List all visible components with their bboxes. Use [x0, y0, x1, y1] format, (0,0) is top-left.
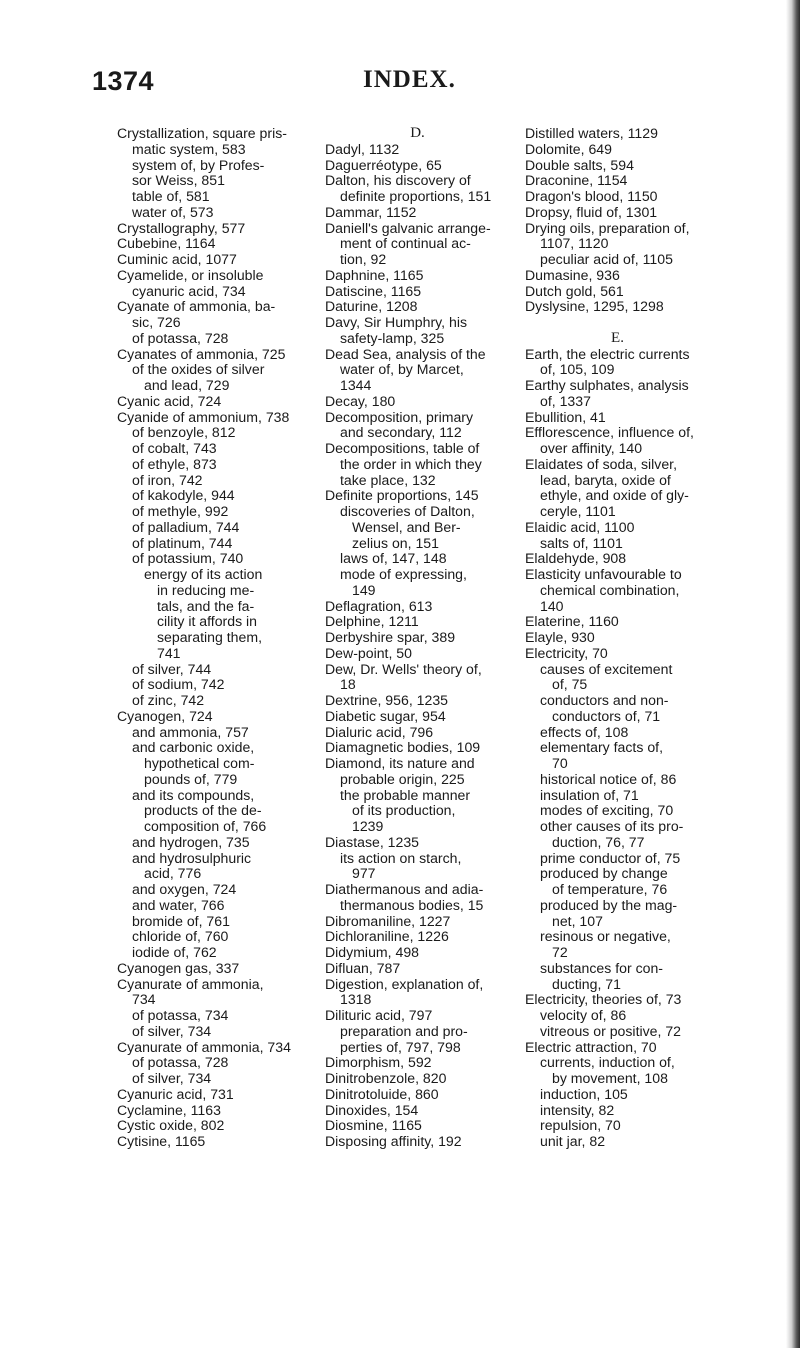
index-subentry: of cobalt, 743: [132, 440, 217, 456]
index-entry: Earthy sulphates, analysis: [525, 377, 689, 393]
index-subentry: by movement, 108: [552, 1070, 668, 1086]
index-subentry: of silver, 734: [132, 1070, 212, 1086]
index-entry: Dadyl, 1132: [325, 140, 400, 157]
index-entry: Dextrine, 956, 1235: [325, 692, 449, 708]
index-entry: Dead Sea, analysis of the: [325, 345, 486, 362]
index-entry: Electric attraction, 70: [525, 1038, 657, 1055]
index-subentry: resinous or negative,: [540, 928, 671, 945]
index-subentry: thermanous bodies, 15: [340, 896, 484, 913]
index-entry: Cytisine, 1165: [117, 1133, 206, 1149]
index-subentry: sor Weiss, 851: [132, 172, 225, 189]
index-subentry: chloride of, 760: [132, 928, 229, 945]
index-subentry: of the oxides of silver: [132, 361, 265, 378]
index-subentry: 70: [552, 755, 568, 771]
blank-line: [525, 315, 710, 331]
index-subentry: and carbonic oxide,: [132, 739, 255, 756]
index-subentry: in reducing me-: [157, 581, 255, 598]
index-subentry: velocity of, 86: [540, 1007, 627, 1023]
index-entry: Diosmine, 1165: [325, 1117, 422, 1134]
index-subentry: table of, 581: [132, 188, 210, 204]
index-subentry: 18: [340, 676, 356, 693]
index-entry: Cyamelide, or insoluble: [117, 266, 264, 283]
index-subentry: take place, 132: [340, 471, 436, 488]
index-entry: Cyanate of ammonia, ba-: [117, 298, 276, 315]
index-subentry: hypothetical com-: [144, 755, 255, 771]
index-subentry: produced by the mag-: [540, 896, 678, 913]
index-entry: Dutch gold, 561: [525, 282, 624, 299]
index-entry: Crystallography, 577: [117, 219, 246, 236]
index-subentry: repulsion, 70: [540, 1117, 621, 1134]
index-entry: Cyanurate of ammonia,: [117, 975, 264, 992]
index-subentry: 977: [352, 865, 376, 882]
index-subentry: products of the de-: [144, 802, 262, 819]
index-subentry: and secondary, 112: [340, 424, 462, 441]
index-entry: Elaterine, 1160: [525, 613, 619, 630]
index-entry: Cyclamine, 1163: [117, 1101, 221, 1118]
index-subentry: laws of, 147, 148: [340, 550, 447, 567]
index-subentry: of potassa, 728: [132, 1054, 229, 1071]
index-entry: Dinitrobenzole, 820: [325, 1070, 447, 1086]
index-subentry: 1239: [352, 818, 384, 834]
index-subentry: of benzoyle, 812: [132, 424, 236, 441]
index-entry: Dialuric acid, 796: [325, 723, 434, 740]
index-subentry: intensity, 82: [540, 1101, 615, 1118]
index-entry: Diamond, its nature and: [325, 755, 475, 771]
index-subentry: other causes of its pro-: [540, 818, 684, 834]
index-entry: Dibromaniline, 1227: [325, 912, 451, 929]
index-subentry: energy of its action: [144, 566, 263, 582]
index-subentry: 734: [132, 991, 156, 1008]
index-entry: Ebullition, 41: [525, 408, 606, 425]
index-subentry: peculiar acid of, 1105: [540, 251, 673, 267]
index-entry: Dalton, his discovery of: [325, 172, 471, 189]
index-subentry: of temperature, 76: [552, 881, 668, 897]
index-subentry: of potassium, 740: [132, 550, 244, 567]
index-subentry: 1344: [340, 377, 372, 393]
index-subentry: acid, 776: [144, 865, 202, 882]
index-entry: Decompositions, table of: [325, 440, 480, 456]
page-edge-shadow: [786, 0, 800, 1348]
index-subentry: substances for con-: [540, 959, 663, 976]
index-entry: Elasticity unfavourable to: [525, 566, 682, 582]
index-subentry: of potassa, 728: [132, 329, 229, 346]
index-entry: Derbyshire spar, 389: [325, 629, 456, 645]
index-entry: Cyanide of ammonium, 738: [117, 408, 290, 425]
index-entry: Cyanates of ammonia, 725: [117, 345, 286, 362]
index-subentry: tals, and the fa-: [157, 597, 255, 614]
index-subentry: definite proportions, 151: [340, 188, 492, 204]
index-subentry: mode of expressing,: [340, 566, 467, 582]
index-entry: Cyanuric acid, 731: [117, 1085, 234, 1102]
index-subentry: pounds of, 779: [144, 770, 238, 787]
index-subentry: chemical combination,: [540, 581, 680, 598]
index-subentry: conductors and non-: [540, 692, 669, 708]
index-subentry: effects of, 108: [540, 723, 629, 740]
index-entry: Dilituric acid, 797: [325, 1007, 433, 1023]
index-subentry: of silver, 734: [132, 1022, 212, 1039]
index-entry: Crystallization, square pris-: [117, 125, 287, 141]
index-subentry: over affinity, 140: [540, 440, 643, 456]
index-entry: Cystic oxide, 802: [117, 1117, 225, 1134]
index-subentry: safety-lamp, 325: [340, 329, 445, 346]
index-subentry: of iron, 742: [132, 471, 203, 488]
index-subentry: composition of, 766: [144, 818, 267, 834]
index-entry: Dew-point, 50: [325, 644, 412, 661]
index-entry: Diamagnetic bodies, 109: [325, 739, 481, 756]
index-entry: Dinoxides, 154: [325, 1101, 419, 1118]
index-subentry: bromide of, 761: [132, 912, 230, 929]
index-subentry: cyanuric acid, 734: [132, 282, 246, 299]
index-subentry: perties of, 797, 798: [340, 1038, 461, 1055]
index-entry: Delphine, 1211: [325, 613, 419, 630]
index-entry: Cyanogen, 724: [117, 707, 213, 724]
index-entry: Draconine, 1154: [525, 172, 628, 189]
page-number: 1374: [92, 66, 155, 96]
index-subentry: probable origin, 225: [340, 770, 465, 787]
index-subentry: 140: [540, 597, 564, 614]
index-entry: Dragon's blood, 1150: [525, 188, 658, 204]
index-subentry: of, 105, 109: [540, 361, 615, 378]
index-entry: Decomposition, primary: [325, 408, 474, 425]
index-entry: Cyanogen gas, 337: [117, 959, 240, 976]
index-subentry: 1107, 1120: [540, 235, 609, 252]
section-letter: D.: [410, 125, 425, 141]
index-column-3: [525, 126, 710, 1150]
index-entry: Double salts, 594: [525, 156, 634, 173]
index-subentry: cility it affords in: [157, 613, 257, 630]
index-subentry: discoveries of Dalton,: [340, 503, 475, 519]
index-entry: Dumasine, 936: [525, 266, 620, 283]
index-subentry: of palladium, 744: [132, 518, 240, 535]
index-subentry: ment of continual ac-: [340, 235, 471, 252]
index-subentry: separating them,: [157, 629, 262, 645]
index-subentry: and hydrogen, 735: [132, 833, 250, 850]
index-subentry: of potassa, 734: [132, 1007, 229, 1023]
index-subentry: of, 75: [552, 676, 588, 693]
index-entry: Daphnine, 1165: [325, 266, 424, 283]
index-subentry: water of, by Marcet,: [340, 361, 464, 378]
index-entry: Elaidates of soda, silver,: [525, 455, 677, 472]
index-subentry: produced by change: [540, 865, 668, 882]
index-subentry: of zinc, 742: [132, 692, 205, 708]
index-entry: Dolomite, 649: [525, 140, 612, 157]
index-entry: Diastase, 1235: [325, 833, 420, 850]
index-subentry: the order in which they: [340, 455, 482, 472]
section-letter: E.: [611, 329, 624, 346]
index-entry: Earth, the electric currents: [525, 345, 690, 362]
index-subentry: of, 1337: [540, 392, 591, 409]
index-subentry: of its production,: [352, 802, 456, 819]
index-subentry: tion, 92: [340, 251, 387, 267]
index-subentry: causes of excitement: [540, 660, 673, 677]
index-entry: Diathermanous and adia-: [325, 881, 484, 897]
index-entry: Digestion, explanation of,: [325, 975, 484, 992]
index-subentry: 1318: [340, 991, 372, 1008]
index-subentry: conductors of, 71: [552, 707, 661, 724]
index-subentry: of kakodyle, 944: [132, 487, 235, 504]
index-subentry: and oxygen, 724: [132, 881, 237, 897]
index-subentry: and ammonia, 757: [132, 723, 249, 740]
index-subentry: of platinum, 744: [132, 534, 233, 551]
index-entry: Dichloraniline, 1226: [325, 928, 449, 945]
index-subentry: and water, 766: [132, 896, 225, 913]
index-subentry: ethyle, and oxide of gly-: [540, 487, 689, 504]
index-entry: Daniell's galvanic arrange-: [325, 219, 491, 236]
index-entry: Datiscine, 1165: [325, 282, 422, 299]
index-subentry: of silver, 744: [132, 660, 212, 677]
running-head: INDEX.: [363, 66, 456, 93]
index-subentry: duction, 76, 77: [552, 833, 645, 850]
index-subentry: historical notice of, 86: [540, 770, 677, 787]
index-subentry: its action on starch,: [340, 849, 462, 866]
index-entry: Drying oils, preparation of,: [525, 219, 690, 236]
index-entry: Dammar, 1152: [325, 203, 417, 220]
index-subentry: water of, 573: [132, 203, 214, 220]
index-column-2: [325, 126, 510, 1150]
index-subentry: prime conductor of, 75: [540, 849, 681, 866]
index-entry: Dinitrotoluide, 860: [325, 1085, 439, 1102]
index-entry: Elaldehyde, 908: [525, 550, 627, 567]
index-subentry: sic, 726: [132, 314, 181, 330]
index-entry: Electricity, theories of, 73: [525, 991, 682, 1008]
index-subentry: 72: [552, 944, 568, 960]
index-column-1: [117, 126, 313, 1150]
index-subentry: currents, induction of,: [540, 1054, 675, 1071]
index-entry: Davy, Sir Humphry, his: [325, 314, 468, 330]
index-subentry: and its compounds,: [132, 786, 255, 803]
index-subentry: of ethyle, 873: [132, 455, 217, 472]
index-entry: Daturine, 1208: [325, 298, 418, 315]
index-subentry: matic system, 583: [132, 140, 246, 157]
index-subentry: Wensel, and Ber-: [352, 518, 461, 535]
index-subentry: induction, 105: [540, 1085, 628, 1102]
index-entry: Elayle, 930: [525, 629, 595, 645]
index-entry: Elaidic acid, 1100: [525, 518, 635, 535]
index-entry: Cyanic acid, 724: [117, 392, 222, 409]
index-entry: Diabetic sugar, 954: [325, 707, 446, 724]
index-entry: Dropsy, fluid of, 1301: [525, 203, 658, 220]
index-subentry: of methyle, 992: [132, 503, 229, 519]
index-subentry: net, 107: [552, 912, 603, 929]
index-subentry: insulation of, 71: [540, 786, 639, 803]
index-entry: Definite proportions, 145: [325, 487, 479, 504]
index-entry: Deflagration, 613: [325, 597, 433, 614]
index-subentry: lead, baryta, oxide of: [540, 471, 671, 488]
index-entry: Daguerréotype, 65: [325, 156, 442, 173]
index-entry: Distilled waters, 1129: [525, 125, 658, 141]
index-entry: Dimorphism, 592: [325, 1054, 432, 1071]
index-entry: Dew, Dr. Wells' theory of,: [325, 660, 482, 677]
index-subentry: of sodium, 742: [132, 676, 225, 693]
index-subentry: unit jar, 82: [540, 1133, 606, 1149]
index-subentry: elementary facts of,: [540, 739, 663, 756]
index-subentry: system of, by Profes-: [132, 156, 265, 173]
index-entry: Decay, 180: [325, 392, 396, 409]
index-subentry: modes of exciting, 70: [540, 802, 674, 819]
index-entry: Difluan, 787: [325, 959, 401, 976]
index-subentry: 741: [157, 644, 181, 661]
index-entry: Cubebine, 1164: [117, 235, 216, 252]
index-subentry: the probable manner: [340, 786, 471, 803]
index-entry: Disposing affinity, 192: [325, 1133, 462, 1149]
index-subentry: and hydrosulphuric: [132, 849, 252, 866]
index-subentry: preparation and pro-: [340, 1022, 468, 1039]
index-subentry: and lead, 729: [144, 377, 230, 393]
index-entry: Cuminic acid, 1077: [117, 251, 237, 267]
index-subentry: salts of, 1101: [540, 534, 623, 551]
index-subentry: iodide of, 762: [132, 944, 217, 960]
index-entry: Cyanurate of ammonia, 734: [117, 1038, 291, 1055]
index-entry: Electricity, 70: [525, 644, 608, 661]
index-entry: Didymium, 498: [325, 944, 419, 960]
page-header: [92, 66, 704, 106]
index-entry: Efflorescence, influence of,: [525, 424, 694, 441]
index-subentry: zelius on, 151: [352, 534, 439, 551]
index-subentry: ducting, 71: [552, 975, 621, 992]
index-entry: Dyslysine, 1295, 1298: [525, 298, 664, 315]
index-subentry: ceryle, 1101: [540, 503, 616, 519]
index-subentry: 149: [352, 581, 376, 598]
index-subentry: vitreous or positive, 72: [540, 1022, 682, 1039]
